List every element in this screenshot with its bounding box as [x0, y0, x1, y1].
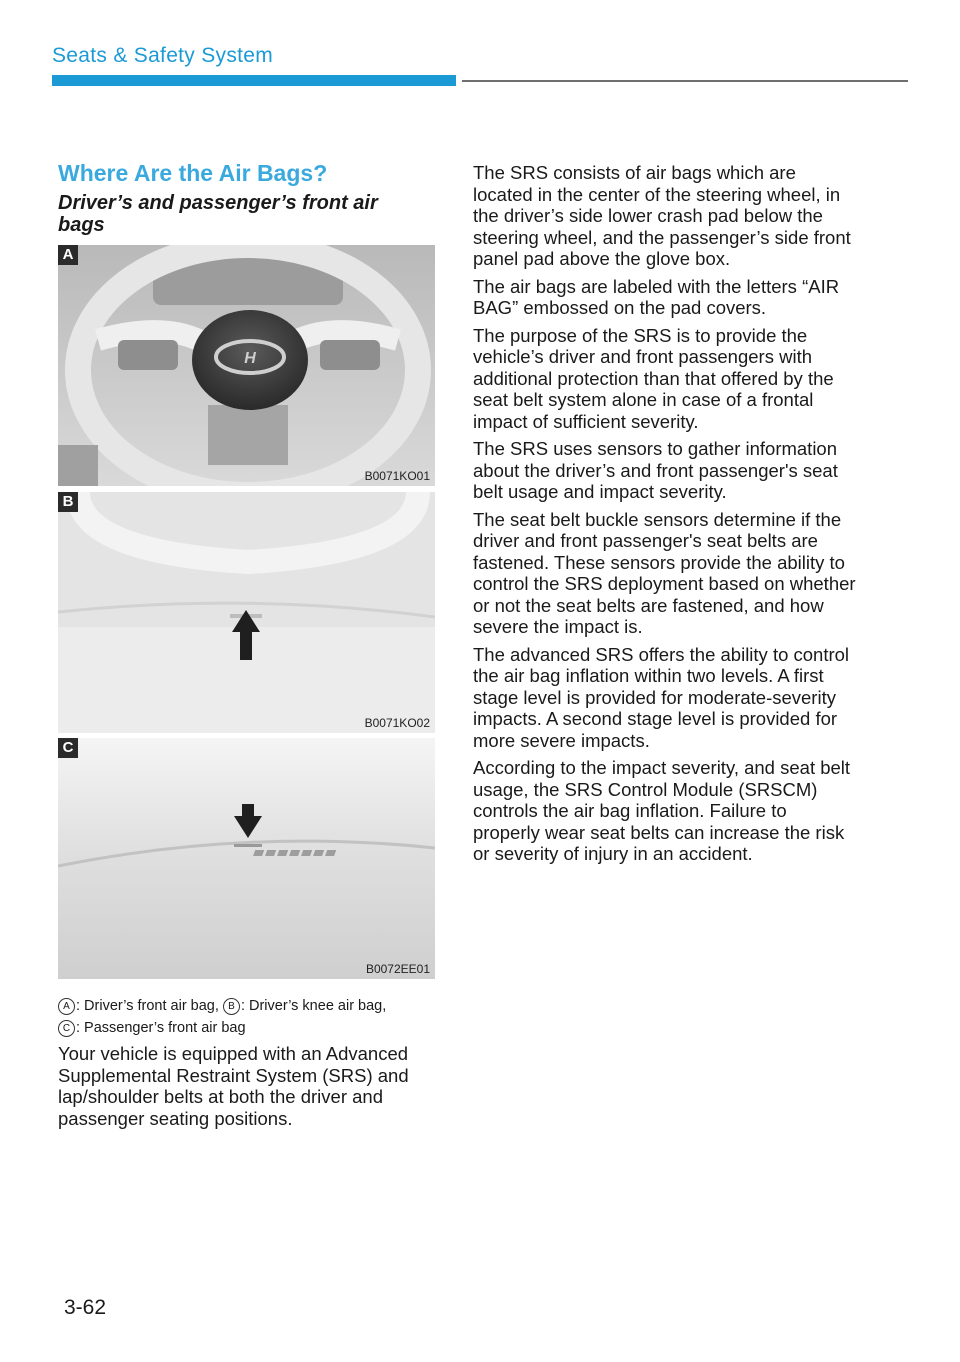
paragraph: The SRS consists of air bags which are located in the center of the steering wheel, in the driver’s side lower crash pad below the steering wheel, and the passenger’s side front panel pad above the glove box.	[473, 162, 851, 269]
intro-paragraph: Your vehicle is equipped with an Advanced Supplemental Restraint System (SRS) and lap/shoulder belts at both the driver and passenger seating positions.	[58, 1043, 409, 1129]
svg-text:H: H	[244, 350, 256, 367]
paragraph: The seat belt buckle sensors determine if the driver and front passenger's seat belts are fastened. These sensors provide the ability to control the SRS deployment based on whether or not the seat belts are fastened, and how severe the impact is.	[473, 508, 856, 637]
paragraph: The advanced SRS offers the ability to control the air bag inflation within two levels. A first stage level is provided for moderate-severity impacts. A second stage level is provided for more severe impacts.	[473, 643, 850, 751]
circled-letter-a: A	[58, 998, 75, 1015]
header-rule-accent	[52, 75, 456, 86]
subtitle: Driver’s and passenger’s front air bags	[58, 192, 378, 236]
circled-letter-c: C	[58, 1020, 75, 1037]
figure-code: B0071KO02	[364, 716, 430, 730]
figure-caption	[58, 995, 443, 1039]
page-number: 3-62	[64, 1296, 107, 1319]
figure-driver-front-airbag	[58, 245, 435, 486]
paragraph: The purpose of the SRS is to provide the vehicle’s driver and front passengers with additional protection than that offered by the seat belt system alone in case of a frontal impact of sufficient severity.	[473, 324, 834, 432]
passenger-airbag-illustration	[58, 738, 435, 979]
header-rule-line	[462, 80, 908, 82]
paragraph: The SRS uses sensors to gather information about the driver’s and front passenger's seat belt usage and impact severity.	[473, 438, 838, 502]
right-column	[473, 162, 858, 871]
figure-code: B0071KO01	[364, 469, 430, 483]
figure-driver-knee-airbag	[58, 492, 435, 733]
section-title: Where Are the Air Bags?	[58, 160, 328, 186]
knee-airbag-illustration	[58, 492, 435, 733]
steering-wheel-illustration	[58, 245, 435, 486]
caption-b-text: : Driver’s knee air bag,	[240, 998, 387, 1014]
paragraph: According to the impact severity, and seat belt usage, the SRS Control Module (SRSCM) controls the air bag inflation. Failure to properly wear seat belts can increase the risk or severity of injury in an accident.	[473, 757, 851, 864]
figure-passenger-front-airbag	[58, 738, 435, 979]
header-section-title: Seats & Safety System	[52, 44, 274, 67]
figure-letter-b: B	[58, 492, 78, 512]
caption-a-text: : Driver’s front air bag,	[76, 998, 219, 1014]
caption-c-text: : Passenger’s front air bag	[76, 1020, 246, 1036]
figure-code: B0072EE01	[365, 962, 430, 976]
figure-letter-c: C	[58, 738, 78, 758]
paragraph: The air bags are labeled with the letters “AIR BAG” embossed on the pad covers.	[473, 275, 840, 318]
figure-letter-a: A	[58, 245, 78, 265]
circled-letter-b: B	[223, 998, 240, 1015]
